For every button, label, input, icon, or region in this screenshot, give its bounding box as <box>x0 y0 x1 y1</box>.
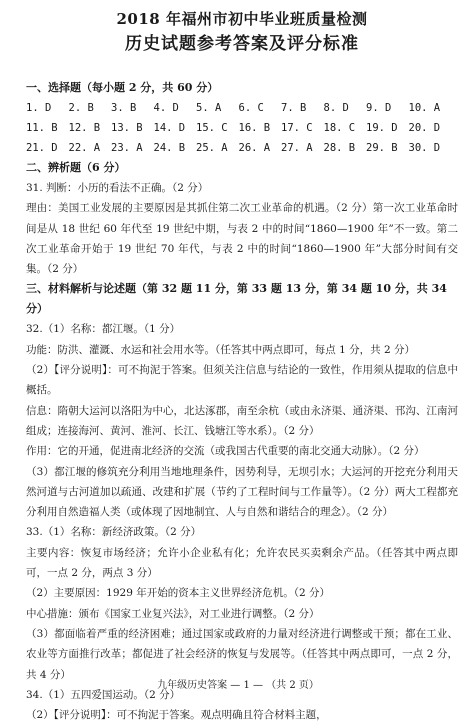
section3-paragraph: 32.（1）名称：都江堰。（1 分） <box>26 323 181 336</box>
answer-cell: 29. B <box>366 142 398 154</box>
answer-cell: 7. B <box>281 102 307 114</box>
section3-paragraph: （2）【评分说明】：可不拘泥于答案。但须关注信息与结论的一致性，作用须从提取的信息中概括。 <box>26 364 458 397</box>
multiple-choice-answers <box>26 98 458 158</box>
answer-cell: 20. D <box>408 122 441 134</box>
answer-cell: 13. B <box>111 122 143 134</box>
answer-cell: 4. D <box>153 102 179 114</box>
answer-row <box>26 118 458 138</box>
page-footer: 九年级历史答案 — 1 — （共 2 页） <box>157 680 319 691</box>
q31-reason: 理由：美国工业发展的主要原因是其抓住第二次工业革命的机遇。（2 分）第一次工业革命时间是从 18 世纪 60 年代至 19 世纪中期，与表 2 中的时间“1860—1900 年”不一致。第二次工业革命开始于 19 世纪 70 年代，与表 2 中的时间“1860—1900 年”大部分时间有交集。（2 分） <box>26 202 458 276</box>
section3-paragraph: 中心措施：颁布《国家工业复兴法》，对工业进行调整。（2 分） <box>26 607 320 620</box>
section3-paragraph: 主要内容：恢复市场经济；允许小企业私有化；允许农民买卖剩余产品。（任答其中两点即可，一点 2 分，两点 3 分） <box>26 546 458 580</box>
section2-heading: 二、辨析题（6 分） <box>26 161 126 174</box>
section3-paragraph: 33.（1）名称：新经济政策。（2 分） <box>26 526 202 539</box>
q31-judgement: 31. 判断：小历的看法不正确。（2 分） <box>26 182 209 194</box>
answer-cell: 11. B <box>26 122 58 134</box>
section3-paragraph: 作用：它的开通，促进南北经济的交流（或我国古代重要的南北交通大动脉）。（2 分） <box>26 445 425 458</box>
section3-heading: 三、材料解析与论述题（第 32 题 11 分，第 33 题 13 分，第 34 题 10 分，共 34 分） <box>26 282 447 316</box>
section3-paragraph: （2）【评分说明】：可不拘泥于答案。观点明确且符合材料主题， <box>26 709 327 722</box>
answer-cell: 26. A <box>238 142 271 154</box>
answer-cell: 1. D <box>26 102 52 114</box>
answer-cell: 8. D <box>323 102 349 114</box>
section3-paragraph: 信息：隋朝大运河以洛阳为中心，北达涿郡，南至余杭（或由永济渠、通济渠、邗沟、江南河组成；连接海河、黄河、淮河、长江、钱塘江等水系）。（2 分） <box>26 404 458 437</box>
answer-cell: 24. B <box>153 142 186 154</box>
answer-cell: 5. A <box>196 102 222 114</box>
answer-cell: 19. D <box>366 122 398 134</box>
section3-paragraph: （3）都面临着严重的经济困难；通过国家或政府的力量对经济进行调整或干预；都在工业、农业等方面推行改革；都促进了社会经济的恢复与发展等。（任答其中两点即可，一点 2 分，共 4 分） <box>26 627 458 681</box>
document-title: 2018 年福州市初中毕业班质量检测 <box>116 10 368 28</box>
section1-heading: 一、选择题（每小题 2 分，共 60 分） <box>26 81 219 94</box>
answer-cell: 9. D <box>366 102 392 114</box>
answer-cell: 15. C <box>196 122 228 134</box>
answer-row <box>26 98 458 118</box>
answer-cell: 17. C <box>281 122 313 134</box>
answer-cell: 18. C <box>323 122 356 134</box>
answer-cell: 27. A <box>281 142 313 154</box>
answer-cell: 2. B <box>68 102 94 114</box>
section3-paragraph: 功能：防洪、灌溉、水运和社会用水等。（任答其中两点即可，每点 1 分，共 2 分） <box>26 343 415 356</box>
answer-cell: 6. C <box>238 102 264 114</box>
answer-cell: 3. B <box>111 102 137 114</box>
section3-paragraph: （2）主要原因：1929 年开始的资本主义世界经济危机。（2 分） <box>26 587 331 600</box>
answer-cell: 10. A <box>408 102 441 114</box>
answer-cell: 25. A <box>196 142 228 154</box>
answer-cell: 14. D <box>153 122 186 134</box>
answer-cell: 22. A <box>68 142 101 154</box>
answer-cell: 16. B <box>238 122 271 134</box>
section3-paragraph: （3）都江堰的修筑充分利用当地地理条件，因势利导，无坝引水；大运河的开挖充分利用天然河道与古河道加以疏通、改建和扩展（节约了工程时间与工作量等）。（2 分）两大工程都充分利用自然造福人类（或体现了因地制宜、人与自然和谐结合的理念）。（2 分） <box>26 465 458 519</box>
answer-cell: 30. D <box>408 142 441 154</box>
answer-cell: 28. B <box>323 142 356 154</box>
answer-cell: 23. A <box>111 142 143 154</box>
answer-row <box>26 138 458 158</box>
answer-cell: 12. B <box>68 122 101 134</box>
document-subtitle: 历史试题参考答案及评分标准 <box>125 34 359 54</box>
section3-paragraph: 34.（1）五四爱国运动。（2 分） <box>26 688 181 701</box>
answer-cell: 21. D <box>26 142 58 154</box>
